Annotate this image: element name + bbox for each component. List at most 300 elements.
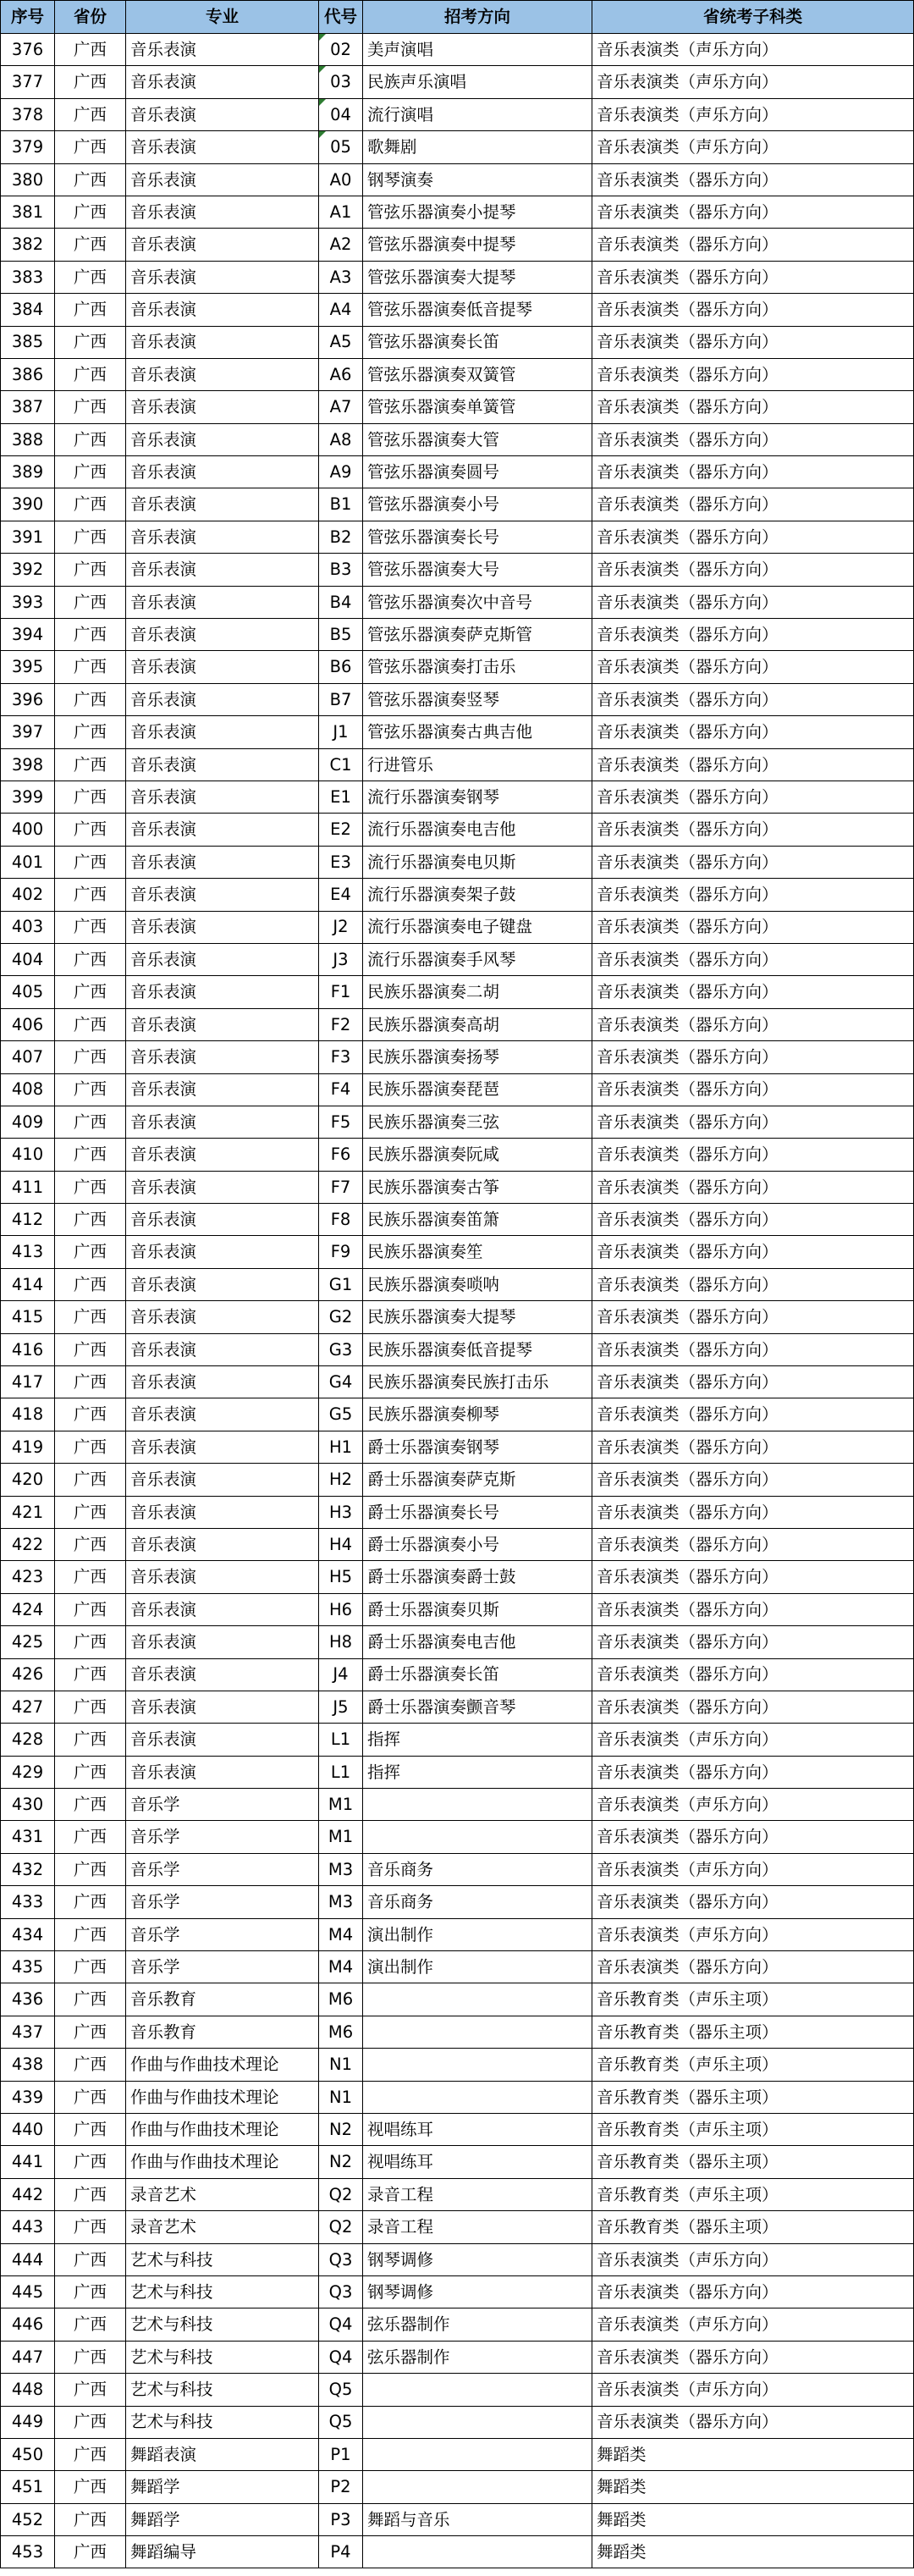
cell-index: 433 <box>1 1886 55 1918</box>
cell-category: 音乐表演类（器乐方向） <box>592 1431 914 1463</box>
cell-code: G4 <box>319 1366 363 1398</box>
cell-index: 400 <box>1 814 55 846</box>
cell-province: 广西 <box>55 1073 126 1106</box>
cell-category: 音乐教育类（声乐主项） <box>592 1983 914 2016</box>
cell-index: 420 <box>1 1464 55 1496</box>
cell-province: 广西 <box>55 2049 126 2081</box>
cell-province: 广西 <box>55 846 126 878</box>
cell-code: Q5 <box>319 2406 363 2438</box>
cell-major: 音乐表演 <box>126 586 319 618</box>
cell-category: 音乐表演类（器乐方向） <box>592 619 914 651</box>
table-row <box>1 2471 914 2503</box>
cell-code: H1 <box>319 1431 363 1463</box>
cell-code: B7 <box>319 683 363 715</box>
cell-index: 452 <box>1 2503 55 2535</box>
cell-province: 广西 <box>55 2406 126 2438</box>
cell-code: J3 <box>319 943 363 975</box>
cell-province: 广西 <box>55 261 126 293</box>
cell-category: 音乐表演类（器乐方向） <box>592 716 914 748</box>
table-row <box>1 1593 914 1625</box>
cell-category: 音乐表演类（器乐方向） <box>592 976 914 1008</box>
cell-direction: 管弦乐器演奏大管 <box>363 423 592 455</box>
cell-code: P3 <box>319 2503 363 2535</box>
cell-index: 448 <box>1 2374 55 2406</box>
cell-province: 广西 <box>55 781 126 813</box>
cell-code: M3 <box>319 1886 363 1918</box>
cell-province: 广西 <box>55 2275 126 2308</box>
cell-index: 403 <box>1 911 55 943</box>
cell-code: A3 <box>319 261 363 293</box>
cell-province: 广西 <box>55 34 126 66</box>
cell-province: 广西 <box>55 2536 126 2568</box>
cell-direction: 钢琴调修 <box>363 2275 592 2308</box>
cell-category: 音乐表演类（器乐方向） <box>592 943 914 975</box>
cell-direction: 民族乐器演奏三弦 <box>363 1106 592 1138</box>
cell-index: 381 <box>1 196 55 228</box>
cell-category: 音乐表演类（器乐方向） <box>592 1593 914 1625</box>
cell-index: 385 <box>1 326 55 358</box>
cell-major: 音乐表演 <box>126 554 319 586</box>
cell-code: M1 <box>319 1789 363 1821</box>
cell-category: 音乐表演类（器乐方向） <box>592 1008 914 1040</box>
cell-index: 421 <box>1 1496 55 1528</box>
cell-major: 音乐学 <box>126 1886 319 1918</box>
table-row <box>1 1853 914 1885</box>
cell-direction: 爵士乐器演奏长笛 <box>363 1658 592 1691</box>
cell-index: 445 <box>1 2275 55 2308</box>
cell-index: 411 <box>1 1171 55 1203</box>
cell-code: A6 <box>319 358 363 390</box>
cell-index: 423 <box>1 1561 55 1593</box>
cell-index: 439 <box>1 2081 55 2113</box>
table-row <box>1 1171 914 1203</box>
cell-direction <box>363 1821 592 1853</box>
cell-category: 音乐表演类（器乐方向） <box>592 488 914 521</box>
cell-province: 广西 <box>55 1236 126 1268</box>
cell-category: 音乐表演类（器乐方向） <box>592 1528 914 1560</box>
cell-major: 音乐表演 <box>126 488 319 521</box>
cell-province: 广西 <box>55 716 126 748</box>
table-row <box>1 1366 914 1398</box>
cell-code: Q4 <box>319 2308 363 2341</box>
cell-index: 426 <box>1 1658 55 1691</box>
cell-province: 广西 <box>55 2081 126 2113</box>
cell-province: 广西 <box>55 1398 126 1431</box>
cell-major: 音乐表演 <box>126 326 319 358</box>
cell-index: 406 <box>1 1008 55 1040</box>
table-row <box>1 2503 914 2535</box>
cell-direction: 民族乐器演奏唢呐 <box>363 1268 592 1300</box>
cell-major: 音乐表演 <box>126 1398 319 1431</box>
cell-province: 广西 <box>55 2308 126 2341</box>
cell-code: F1 <box>319 976 363 1008</box>
cell-direction: 管弦乐器演奏小提琴 <box>363 196 592 228</box>
cell-province: 广西 <box>55 911 126 943</box>
cell-index: 429 <box>1 1756 55 1788</box>
cell-index: 427 <box>1 1691 55 1723</box>
cell-code: J4 <box>319 1658 363 1691</box>
cell-province: 广西 <box>55 1171 126 1203</box>
cell-province: 广西 <box>55 2114 126 2146</box>
cell-category: 音乐表演类（器乐方向） <box>592 1951 914 1983</box>
cell-index: 393 <box>1 586 55 618</box>
cell-category: 音乐表演类（器乐方向） <box>592 294 914 326</box>
cell-code: A5 <box>319 326 363 358</box>
table-row <box>1 2146 914 2178</box>
cell-index: 407 <box>1 1041 55 1073</box>
cell-major: 音乐表演 <box>126 781 319 813</box>
cell-index: 412 <box>1 1204 55 1236</box>
table-row <box>1 294 914 326</box>
table-row <box>1 846 914 878</box>
table-row <box>1 1561 914 1593</box>
table-row <box>1 1918 914 1950</box>
cell-category: 音乐教育类（声乐主项） <box>592 2178 914 2210</box>
cell-major: 音乐学 <box>126 1951 319 1983</box>
cell-major: 音乐表演 <box>126 748 319 781</box>
cell-code: F3 <box>319 1041 363 1073</box>
cell-major: 音乐表演 <box>126 229 319 261</box>
cell-index: 388 <box>1 423 55 455</box>
cell-code: Q2 <box>319 2211 363 2243</box>
table-row <box>1 1106 914 1138</box>
cell-province: 广西 <box>55 2178 126 2210</box>
cell-direction: 管弦乐器演奏萨克斯管 <box>363 619 592 651</box>
cell-direction: 民族乐器演奏笙 <box>363 1236 592 1268</box>
cell-code: 05 <box>319 131 363 163</box>
cell-direction: 爵士乐器演奏爵士鼓 <box>363 1561 592 1593</box>
table-row <box>1 683 914 715</box>
cell-index: 430 <box>1 1789 55 1821</box>
cell-code: F5 <box>319 1106 363 1138</box>
cell-code: F2 <box>319 1008 363 1040</box>
cell-major: 音乐表演 <box>126 1333 319 1365</box>
cell-index: 449 <box>1 2406 55 2438</box>
cell-major: 音乐表演 <box>126 651 319 683</box>
table-row <box>1 1301 914 1333</box>
table-row <box>1 879 914 911</box>
cell-province: 广西 <box>55 1464 126 1496</box>
cell-category: 音乐表演类（器乐方向） <box>592 554 914 586</box>
cell-major: 舞蹈表演 <box>126 2438 319 2470</box>
table-row <box>1 716 914 748</box>
cell-direction: 民族乐器演奏低音提琴 <box>363 1333 592 1365</box>
cell-major: 艺术与科技 <box>126 2243 319 2275</box>
cell-index: 418 <box>1 1398 55 1431</box>
cell-category: 音乐表演类（器乐方向） <box>592 781 914 813</box>
cell-category: 音乐表演类（器乐方向） <box>592 651 914 683</box>
cell-category: 音乐表演类（器乐方向） <box>592 1301 914 1333</box>
cell-code: H4 <box>319 1528 363 1560</box>
cell-category: 音乐表演类（器乐方向） <box>592 748 914 781</box>
table-row <box>1 66 914 98</box>
table-row <box>1 326 914 358</box>
cell-code: F4 <box>319 1073 363 1106</box>
cell-code: H3 <box>319 1496 363 1528</box>
cell-major: 音乐表演 <box>126 1496 319 1528</box>
cell-major: 音乐表演 <box>126 1008 319 1040</box>
cell-category: 音乐表演类（器乐方向） <box>592 1561 914 1593</box>
cell-category: 音乐表演类（器乐方向） <box>592 456 914 488</box>
header-province: 省份 <box>55 1 126 34</box>
cell-major: 录音艺术 <box>126 2211 319 2243</box>
cell-category: 音乐表演类（器乐方向） <box>592 1236 914 1268</box>
cell-major: 音乐表演 <box>126 34 319 66</box>
cell-code: N2 <box>319 2146 363 2178</box>
cell-code: M4 <box>319 1918 363 1950</box>
table-body <box>1 34 914 2568</box>
cell-province: 广西 <box>55 1106 126 1138</box>
cell-index: 434 <box>1 1918 55 1950</box>
cell-index: 450 <box>1 2438 55 2470</box>
cell-category: 音乐表演类（器乐方向） <box>592 1333 914 1365</box>
cell-category: 音乐表演类（器乐方向） <box>592 1496 914 1528</box>
cell-direction: 流行乐器演奏电贝斯 <box>363 846 592 878</box>
table-row <box>1 34 914 66</box>
cell-category: 音乐表演类（器乐方向） <box>592 1756 914 1788</box>
cell-category: 音乐表演类（器乐方向） <box>592 521 914 553</box>
cell-category: 音乐表演类（器乐方向） <box>592 683 914 715</box>
cell-direction <box>363 2049 592 2081</box>
table-row <box>1 1658 914 1691</box>
cell-category: 音乐表演类（器乐方向） <box>592 1626 914 1658</box>
cell-province: 广西 <box>55 326 126 358</box>
cell-index: 389 <box>1 456 55 488</box>
table-row <box>1 2341 914 2373</box>
cell-province: 广西 <box>55 1366 126 1398</box>
table-row <box>1 943 914 975</box>
cell-category: 音乐表演类（声乐方向） <box>592 1789 914 1821</box>
table-row <box>1 2016 914 2048</box>
cell-direction: 钢琴调修 <box>363 2243 592 2275</box>
cell-code: Q5 <box>319 2374 363 2406</box>
cell-direction: 管弦乐器演奏低音提琴 <box>363 294 592 326</box>
cell-code: L1 <box>319 1724 363 1756</box>
cell-index: 416 <box>1 1333 55 1365</box>
cell-direction: 舞蹈与音乐 <box>363 2503 592 2535</box>
cell-province: 广西 <box>55 1853 126 1885</box>
cell-code: L1 <box>319 1756 363 1788</box>
cell-category: 音乐表演类（器乐方向） <box>592 1204 914 1236</box>
cell-code: B1 <box>319 488 363 521</box>
cell-category: 音乐表演类（器乐方向） <box>592 1886 914 1918</box>
cell-direction: 民族乐器演奏古筝 <box>363 1171 592 1203</box>
cell-province: 广西 <box>55 2341 126 2373</box>
table-row <box>1 781 914 813</box>
cell-category: 音乐教育类（声乐主项） <box>592 2049 914 2081</box>
cell-category: 音乐表演类（器乐方向） <box>592 911 914 943</box>
cell-code: A4 <box>319 294 363 326</box>
cell-index: 402 <box>1 879 55 911</box>
cell-direction: 视唱练耳 <box>363 2146 592 2178</box>
cell-index: 394 <box>1 619 55 651</box>
cell-code: M3 <box>319 1853 363 1885</box>
cell-province: 广西 <box>55 1886 126 1918</box>
cell-province: 广西 <box>55 163 126 196</box>
cell-index: 384 <box>1 294 55 326</box>
cell-code: H8 <box>319 1626 363 1658</box>
cell-index: 397 <box>1 716 55 748</box>
cell-code: G1 <box>319 1268 363 1300</box>
cell-index: 442 <box>1 2178 55 2210</box>
cell-code: F8 <box>319 1204 363 1236</box>
table-row <box>1 2275 914 2308</box>
cell-code: E1 <box>319 781 363 813</box>
cell-code: A7 <box>319 391 363 423</box>
cell-major: 音乐表演 <box>126 456 319 488</box>
cell-major: 音乐表演 <box>126 1171 319 1203</box>
cell-direction: 管弦乐器演奏双簧管 <box>363 358 592 390</box>
cell-major: 作曲与作曲技术理论 <box>126 2081 319 2113</box>
cell-code: E4 <box>319 879 363 911</box>
cell-index: 391 <box>1 521 55 553</box>
cell-direction <box>363 2536 592 2568</box>
cell-major: 音乐表演 <box>126 879 319 911</box>
cell-province: 广西 <box>55 683 126 715</box>
cell-province: 广西 <box>55 1431 126 1463</box>
table-row <box>1 1789 914 1821</box>
cell-index: 404 <box>1 943 55 975</box>
cell-code: G5 <box>319 1398 363 1431</box>
cell-direction: 管弦乐器演奏长笛 <box>363 326 592 358</box>
cell-index: 382 <box>1 229 55 261</box>
cell-major: 音乐表演 <box>126 619 319 651</box>
cell-direction: 管弦乐器演奏长号 <box>363 521 592 553</box>
cell-major: 音乐表演 <box>126 1464 319 1496</box>
table-row <box>1 1073 914 1106</box>
cell-code: Q3 <box>319 2275 363 2308</box>
cell-province: 广西 <box>55 358 126 390</box>
cell-province: 广西 <box>55 98 126 130</box>
table-row <box>1 2114 914 2146</box>
cell-province: 广西 <box>55 1268 126 1300</box>
cell-direction: 爵士乐器演奏贝斯 <box>363 1593 592 1625</box>
table-row <box>1 131 914 163</box>
cell-code: P1 <box>319 2438 363 2470</box>
cell-major: 音乐表演 <box>126 846 319 878</box>
cell-category: 音乐表演类（器乐方向） <box>592 196 914 228</box>
table-row <box>1 1333 914 1365</box>
cell-direction: 管弦乐器演奏大提琴 <box>363 261 592 293</box>
cell-province: 广西 <box>55 131 126 163</box>
cell-category: 音乐表演类（器乐方向） <box>592 1366 914 1398</box>
table-row <box>1 586 914 618</box>
cell-code: J2 <box>319 911 363 943</box>
cell-province: 广西 <box>55 2503 126 2535</box>
cell-code: Q2 <box>319 2178 363 2210</box>
cell-major: 音乐表演 <box>126 943 319 975</box>
cell-province: 广西 <box>55 2438 126 2470</box>
cell-code: E2 <box>319 814 363 846</box>
cell-index: 417 <box>1 1366 55 1398</box>
cell-code: B5 <box>319 619 363 651</box>
cell-code: 02 <box>319 34 363 66</box>
cell-province: 广西 <box>55 456 126 488</box>
cell-province: 广西 <box>55 1756 126 1788</box>
table-row <box>1 1431 914 1463</box>
cell-major: 音乐表演 <box>126 1756 319 1788</box>
cell-code: A9 <box>319 456 363 488</box>
cell-province: 广西 <box>55 1821 126 1853</box>
header-direction: 招考方向 <box>363 1 592 34</box>
cell-code: B2 <box>319 521 363 553</box>
cell-index: 422 <box>1 1528 55 1560</box>
header-category: 省统考子科类 <box>592 1 914 34</box>
cell-major: 音乐表演 <box>126 1561 319 1593</box>
cell-category: 音乐表演类（器乐方向） <box>592 163 914 196</box>
cell-index: 428 <box>1 1724 55 1756</box>
cell-category: 音乐表演类（声乐方向） <box>592 98 914 130</box>
cell-direction: 爵士乐器演奏小号 <box>363 1528 592 1560</box>
table-row <box>1 814 914 846</box>
cell-direction: 爵士乐器演奏钢琴 <box>363 1431 592 1463</box>
cell-code: C1 <box>319 748 363 781</box>
cell-code: M1 <box>319 1821 363 1853</box>
cell-major: 音乐表演 <box>126 1366 319 1398</box>
cell-direction: 录音工程 <box>363 2178 592 2210</box>
cell-major: 音乐教育 <box>126 1983 319 2016</box>
cell-province: 广西 <box>55 1951 126 1983</box>
cell-direction: 民族乐器演奏大提琴 <box>363 1301 592 1333</box>
cell-category: 音乐表演类（器乐方向） <box>592 423 914 455</box>
cell-category: 音乐表演类（器乐方向） <box>592 1268 914 1300</box>
cell-major: 作曲与作曲技术理论 <box>126 2049 319 2081</box>
table-row <box>1 423 914 455</box>
cell-code: H6 <box>319 1593 363 1625</box>
cell-code: J1 <box>319 716 363 748</box>
cell-category: 音乐表演类（器乐方向） <box>592 391 914 423</box>
cell-code: F7 <box>319 1171 363 1203</box>
cell-major: 音乐表演 <box>126 1139 319 1171</box>
cell-category: 音乐表演类（器乐方向） <box>592 879 914 911</box>
cell-major: 音乐表演 <box>126 66 319 98</box>
cell-major: 艺术与科技 <box>126 2341 319 2373</box>
cell-major: 艺术与科技 <box>126 2406 319 2438</box>
cell-code: F6 <box>319 1139 363 1171</box>
cell-category: 音乐表演类（声乐方向） <box>592 1724 914 1756</box>
cell-index: 440 <box>1 2114 55 2146</box>
cell-category: 音乐表演类（器乐方向） <box>592 846 914 878</box>
cell-code: G3 <box>319 1333 363 1365</box>
cell-category: 音乐表演类（器乐方向） <box>592 1073 914 1106</box>
cell-province: 广西 <box>55 1204 126 1236</box>
cell-direction: 管弦乐器演奏次中音号 <box>363 586 592 618</box>
table-row <box>1 1691 914 1723</box>
cell-direction <box>363 1789 592 1821</box>
table-row <box>1 1951 914 1983</box>
cell-index: 435 <box>1 1951 55 1983</box>
cell-direction: 流行乐器演奏钢琴 <box>363 781 592 813</box>
cell-category: 音乐表演类（器乐方向） <box>592 1464 914 1496</box>
cell-province: 广西 <box>55 229 126 261</box>
cell-direction: 音乐商务 <box>363 1853 592 1885</box>
cell-index: 413 <box>1 1236 55 1268</box>
table-row <box>1 2308 914 2341</box>
cell-direction: 流行乐器演奏电子键盘 <box>363 911 592 943</box>
cell-province: 广西 <box>55 943 126 975</box>
cell-major: 音乐学 <box>126 1853 319 1885</box>
cell-province: 广西 <box>55 294 126 326</box>
cell-category: 音乐表演类（声乐方向） <box>592 2243 914 2275</box>
cell-direction: 民族乐器演奏二胡 <box>363 976 592 1008</box>
cell-major: 音乐表演 <box>126 1724 319 1756</box>
cell-index: 395 <box>1 651 55 683</box>
cell-index: 443 <box>1 2211 55 2243</box>
cell-index: 425 <box>1 1626 55 1658</box>
cell-index: 447 <box>1 2341 55 2373</box>
cell-direction: 音乐商务 <box>363 1886 592 1918</box>
cell-major: 音乐表演 <box>126 1626 319 1658</box>
